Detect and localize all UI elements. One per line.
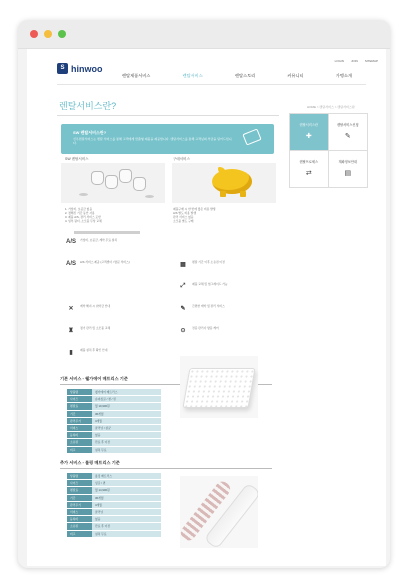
example2-table (67, 473, 161, 538)
feature-item: ✎ 간편한 계약 및 관리 서비스 (177, 305, 265, 312)
main-nav (122, 73, 352, 79)
expand-icon: ⤢ (180, 283, 186, 289)
table-row: 관리주기 4개월 (67, 501, 161, 508)
rolled-mattress-image (180, 476, 258, 548)
example2-title: 추가 서비스 - 롤링 매트리스 기준 (60, 460, 120, 465)
table-row: 기간 36개월 (67, 494, 161, 501)
sidebar-item-label: 렌탈프로세스 (299, 160, 318, 164)
join-link[interactable]: JOIN (350, 59, 358, 63)
sidebar (289, 113, 368, 188)
site-logo[interactable] (57, 63, 103, 74)
window-titlebar (18, 20, 390, 49)
sidebar-item-rental-service[interactable] (290, 114, 329, 151)
nav-item-franchise[interactable]: 가맹소개 (335, 73, 352, 78)
feature-item: ▮ 제품 설치 후 확인 안내 (65, 349, 153, 356)
example1-table (67, 389, 161, 454)
pen-icon: ✎ (180, 306, 186, 312)
sidebar-item-label: 계좌정보안내 (338, 160, 357, 164)
money-bags-image (61, 163, 165, 203)
nav-item-story[interactable]: 렌탈스토리 (234, 73, 256, 78)
table-row: 소유권 만료 후 이전 (67, 439, 161, 446)
sidebar-item-application[interactable] (329, 114, 368, 151)
purchase-column-label: 구매서비스 (173, 157, 190, 161)
sidebar-item-process[interactable] (290, 151, 329, 187)
bottle-icon: ♜ (68, 328, 74, 334)
piggy-bank-image (172, 163, 276, 203)
as-service-icon: A/S (65, 261, 76, 267)
cancel-icon: ✕ (68, 306, 74, 312)
feature-item: ✕ 계약 해지 시 위약금 안내 (65, 305, 153, 312)
sidebar-item-label: 렌탈서비스란 (299, 123, 318, 127)
page-title: 렌탈서비스란? (59, 101, 117, 111)
feature-item: A/S 가입비, 보증금, 계약 무료 설치 (65, 238, 118, 245)
sidebar-item-label: 렌탈서비스신청 (336, 123, 359, 127)
intro-banner (61, 124, 274, 154)
example2-divider (60, 468, 272, 469)
top-links (335, 59, 378, 63)
nav-item-community[interactable]: 커뮤니티 (287, 73, 304, 78)
sitemap-link[interactable]: SITEMAP (364, 59, 378, 63)
feature-item: ▦ 렌탈 기간 이후 소유권 이전 (177, 261, 265, 268)
feature-item: ⊙ 전문 관리사 방문 케어 (177, 327, 265, 334)
nav-divider (57, 84, 366, 85)
feature-item: A/S A/S 서비스 제공 (고객센터 / 방문 서비스) (65, 260, 130, 267)
process-icon: ⇄ (305, 170, 312, 177)
calendar-icon: ▦ (180, 262, 186, 268)
divider-bar (74, 231, 140, 234)
minimize-window-button[interactable] (44, 30, 52, 38)
table-row: 소유권 만료 후 이전 (67, 523, 161, 530)
rental-column-label: SW 렌탈서비스 (65, 157, 89, 161)
table-row: 사이즈 슈퍼싱글 / 퀸 / 킹 (67, 396, 161, 403)
table-row: 상품명 웰가에어 매트리스 (67, 389, 161, 396)
table-row: 비고 설치 무료 (67, 446, 161, 453)
rental-description: 1. 가입비, 보증금 없음 2. 정해진 기간 동안 사용 3. 제품 A/S, 관리 서비스 포함 4. 일부 필터, 소모품 무상 교체 (65, 207, 102, 223)
table-row: 관리주기 4개월 (67, 417, 161, 424)
logo-mark-icon: S (57, 63, 68, 74)
table-row: 렌탈료 월 14,900원 (67, 487, 161, 494)
web-page (27, 49, 386, 566)
table-row: 등록비 없음 (67, 516, 161, 523)
nav-item-rental-service[interactable]: 렌탈서비스 (182, 73, 203, 78)
feature-item: ⤢ 제품 교체 및 업그레이드 가능 (177, 283, 265, 290)
table-row: 기간 36개월 (67, 410, 161, 417)
account-icon: ▤ (344, 170, 352, 177)
sidebar-menu (289, 113, 368, 188)
table-row: 비고 설치 무료 (67, 530, 161, 537)
purchase-description: 제품구매 시 한 번에 많은 비용 발생 A/S 별도 비용 발생 관리 서비스 없음 소모품 별도 구매 (173, 207, 216, 223)
table-row: 서비스 클리닝 / 살균 (67, 424, 161, 431)
mattress-image (180, 356, 258, 418)
check-icon: ⊙ (180, 328, 186, 334)
feature-item: ♜ 정기 관리 및 소모품 교체 (65, 327, 153, 334)
logo-text: hinwoo (71, 63, 103, 74)
phone-icon: ▮ (69, 350, 73, 356)
table-row: 사이즈 싱글 / 퀸 (67, 480, 161, 487)
nav-item-products[interactable]: 렌탈제품서비스 (122, 73, 151, 78)
table-row: 상품명 롤링 매트리스 (67, 473, 161, 480)
maximize-window-button[interactable] (58, 30, 66, 38)
price-tag-icon (242, 128, 261, 145)
as-icon: A/S (65, 239, 76, 245)
sidebar-item-account[interactable] (329, 151, 368, 187)
breadcrumb: HOME > 렌탈서비스 > 렌탈서비스란 (307, 105, 355, 109)
table-row: 렌탈료 월 19,900원 (67, 403, 161, 410)
pencil-icon: ✎ (344, 133, 351, 140)
close-window-button[interactable] (30, 30, 38, 38)
table-row: 등록비 없음 (67, 432, 161, 439)
intro-text: 신우렌탈서비스는 렌탈 서비스를 통해 고객에게 맞춤형 제품을 제공합니다. 렌탈서비스를 통해 고객님의 부담을 덜어드립니다. (73, 137, 232, 146)
table-row: 서비스 클리닝 (67, 508, 161, 515)
example1-title: 기본 서비스 - 웰가에어 매트리스 기준 (60, 376, 128, 381)
title-divider (57, 115, 279, 116)
intro-question: SW 렌탈서비스란? (73, 130, 107, 135)
tag-icon: ✚ (305, 133, 312, 140)
login-link[interactable]: LOGIN (334, 59, 344, 63)
